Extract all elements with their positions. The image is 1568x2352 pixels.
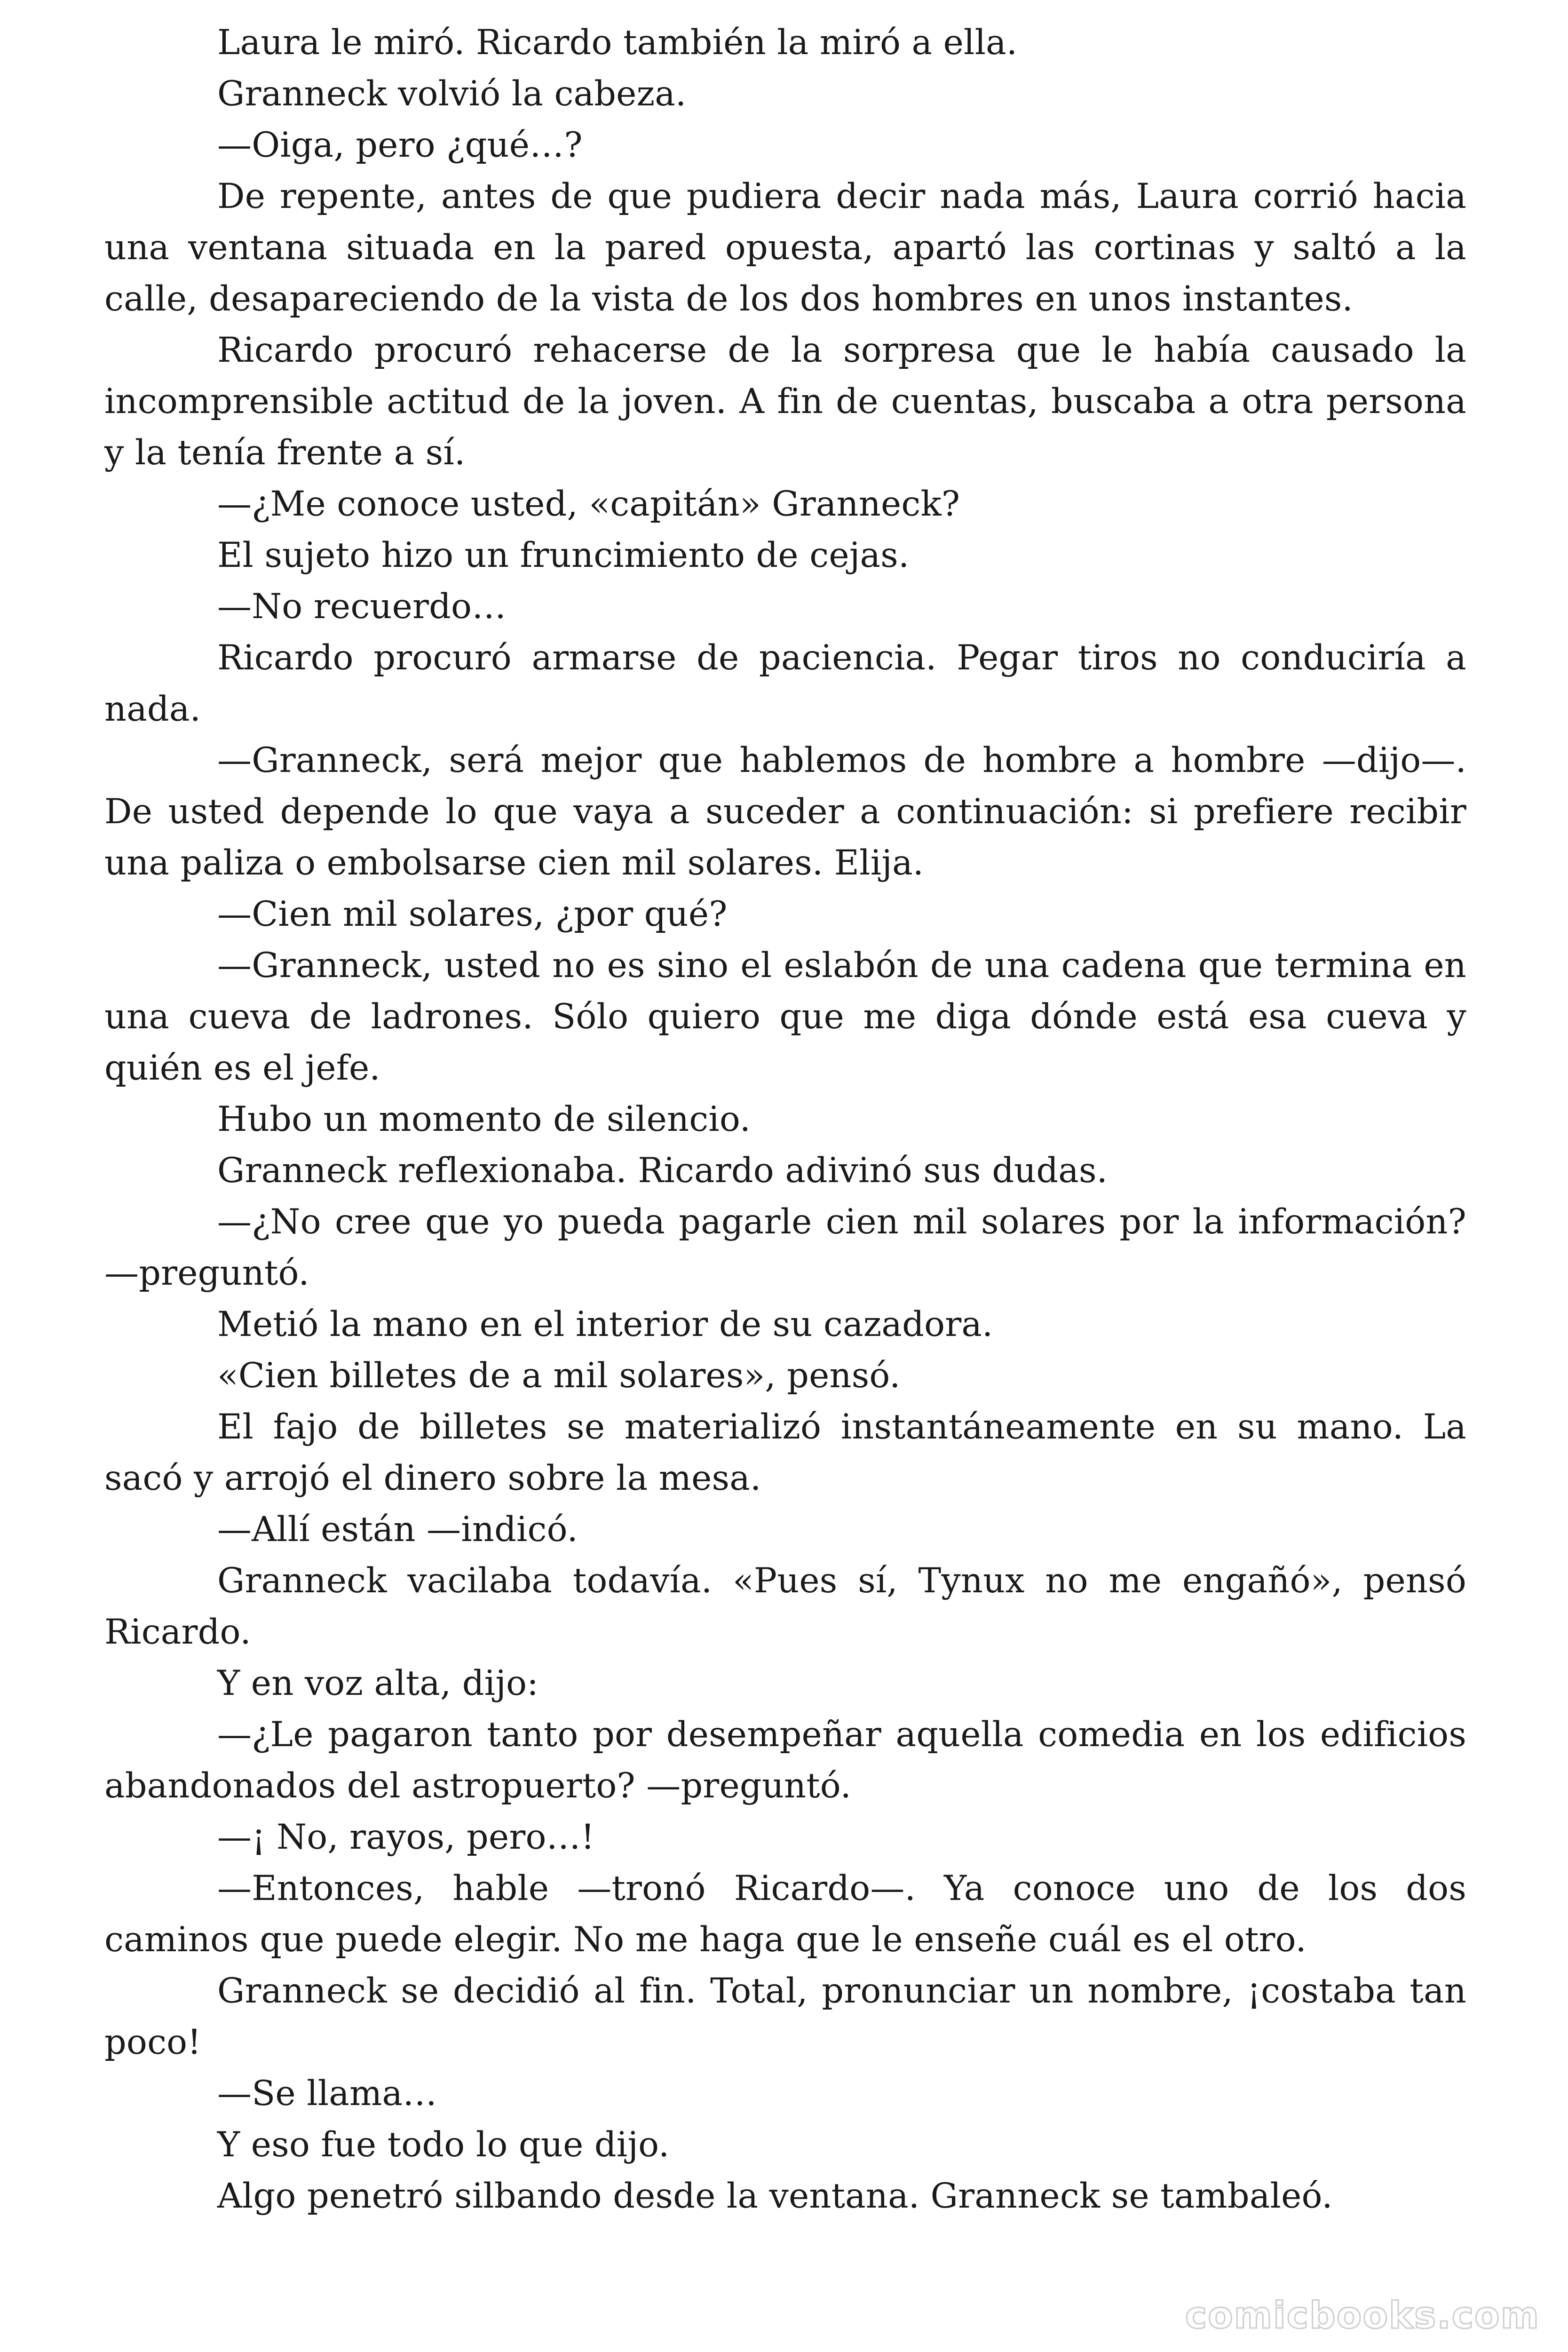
paragraph: —No recuerdo… xyxy=(217,587,507,627)
paragraph: —¡ No, rayos, pero…! xyxy=(217,1817,595,1857)
paragraph: Hubo un momento de silencio. xyxy=(217,1099,751,1139)
paragraph: Y en voz alta, dijo: xyxy=(217,1663,539,1703)
paragraph: Ricardo procuró armarse de paciencia. Pegar tiros no conduciría a nada. xyxy=(104,638,1466,729)
paragraph: Y eso fue todo lo que dijo. xyxy=(217,2125,670,2165)
paragraph: —Se llama… xyxy=(217,2074,437,2114)
paragraph: El sujeto hizo un fruncimiento de cejas. xyxy=(217,535,910,575)
paragraph: —¿No cree que yo pueda pagarle cien mil solares por la información? —preguntó. xyxy=(104,1202,1466,1293)
paragraph: De repente, antes de que pudiera decir nada más, Laura corrió hacia una ventana situada en la pared opuesta, apartó las cortinas y saltó a la calle, desapareciendo de la vista de los dos hombres en unos instantes. xyxy=(104,176,1466,319)
paragraph: —Entonces, hable —tronó Ricardo—. Ya conoce uno de los dos caminos que puede elegir. No me haga que le enseñe cuál es el otro. xyxy=(104,1868,1466,1960)
paragraph: Granneck reflexionaba. Ricardo adivinó sus dudas. xyxy=(217,1151,1108,1191)
paragraph: El fajo de billetes se materializó instantáneamente en su mano. La sacó y arrojó el dinero sobre la mesa. xyxy=(104,1407,1466,1498)
paragraph: Laura le miró. Ricardo también la miró a ella. xyxy=(217,23,1018,63)
paragraph: Granneck se decidió al fin. Total, pronunciar un nombre, ¡costaba tan poco! xyxy=(104,1971,1466,2062)
paragraph: —Granneck, usted no es sino el eslabón de una cadena que termina en una cueva de ladrones. Sólo quiero que me diga dónde está esa cueva y quién es el jefe. xyxy=(104,946,1466,1088)
paragraph: Metió la mano en el interior de su cazadora. xyxy=(217,1304,993,1344)
paragraph: —Oiga, pero ¿qué…? xyxy=(217,125,583,165)
paragraph: Algo penetró silbando desde la ventana. Granneck se tambaleó. xyxy=(217,2176,1333,2216)
paragraph: —¿Me conoce usted, «capitán» Granneck? xyxy=(217,484,960,524)
paragraph: —¿Le pagaron tanto por desempeñar aquella comedia en los edificios abandonados del astropuerto? —preguntó. xyxy=(104,1715,1466,1806)
paragraph: «Cien billetes de a mil solares», pensó. xyxy=(217,1356,901,1396)
watermark-text: comicbooks.com xyxy=(1185,2295,1540,2337)
paragraph: —Cien mil solares, ¿por qué? xyxy=(217,894,728,934)
body-text xyxy=(104,17,1466,2222)
paragraph: —Granneck, será mejor que hablemos de hombre a hombre —dijo—. De usted depende lo que vaya a suceder a continuación: si prefiere recibir una paliza o embolsarse cien mil solares. Elija. xyxy=(104,740,1466,883)
paragraph: Ricardo procuró rehacerse de la sorpresa que le había causado la incomprensible actitud de la joven. A fin de cuentas, buscaba a otra persona y la tenía frente a sí. xyxy=(104,330,1466,473)
paragraph: —Allí están —indicó. xyxy=(217,1510,578,1549)
paragraph: Granneck vacilaba todavía. «Pues sí, Tynux no me engañó», pensó Ricardo. xyxy=(104,1561,1466,1652)
paragraph: Granneck volvió la cabeza. xyxy=(217,74,687,114)
